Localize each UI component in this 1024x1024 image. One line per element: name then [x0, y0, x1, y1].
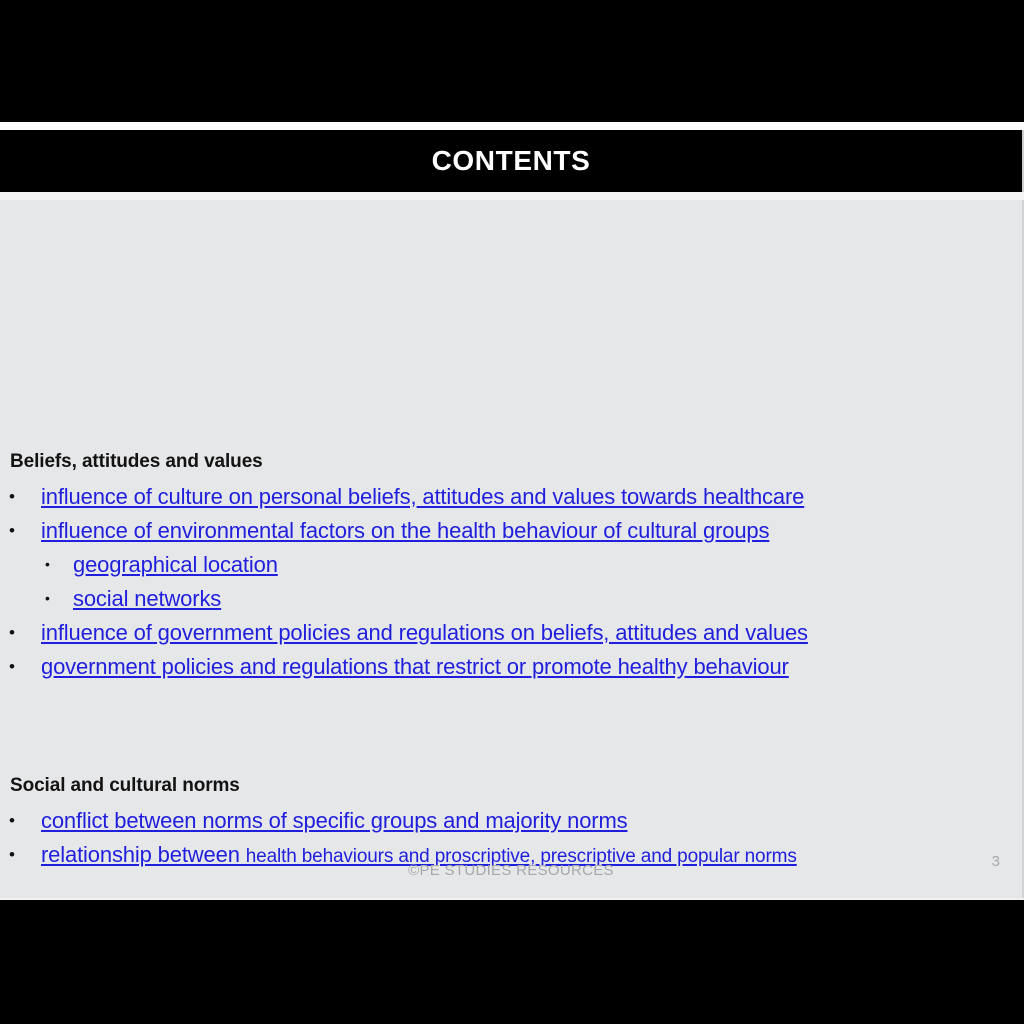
slide-title-bar [0, 130, 1024, 192]
bottom-gutter [0, 898, 1024, 900]
contents-link[interactable]: influence of culture on personal beliefs, attitudes and values towards healthcare [41, 483, 805, 509]
contents-link[interactable]: conflict between norms of specific groups and majority norms [41, 807, 628, 833]
page-number: 3 [991, 853, 1000, 870]
page-title: CONTENTS [431, 145, 591, 176]
bullet-icon: • [45, 589, 50, 606]
contents-link-lead: relationship between [41, 841, 246, 867]
list-item [0, 481, 1010, 515]
section-beliefs-attitudes-and-values [0, 450, 1010, 685]
title-body-divider [0, 192, 1024, 200]
bullet-icon: • [9, 486, 15, 506]
list-item [0, 651, 1010, 685]
list-item-sub [0, 583, 1010, 617]
list-item [0, 805, 1010, 839]
section-heading: Beliefs, attitudes and values [10, 451, 263, 472]
bullet-icon: • [9, 622, 15, 642]
top-gutter [0, 122, 1024, 130]
contents-link[interactable]: influence of environmental factors on the health behaviour of cultural groups [41, 517, 770, 543]
bullet-icon: • [9, 844, 15, 864]
bullet-icon: • [45, 555, 50, 572]
list-item [0, 515, 1010, 549]
contents-link[interactable]: geographical location [73, 551, 278, 577]
bullet-icon: • [9, 656, 15, 676]
bullet-icon: • [9, 810, 15, 830]
section-heading: Social and cultural norms [10, 775, 240, 796]
bullet-list [0, 481, 1010, 685]
slide-body [0, 200, 1024, 900]
contents-link[interactable]: government policies and regulations that restrict or promote healthy behaviour [41, 653, 789, 679]
list-item-sub [0, 549, 1010, 583]
contents-link[interactable]: social networks [73, 585, 222, 611]
contents-link-tail: health behaviours and proscriptive, prescriptive and popular norms [245, 845, 797, 867]
bullet-icon: • [9, 520, 15, 540]
list-item [0, 617, 1010, 651]
contents-link[interactable]: influence of government policies and regulations on beliefs, attitudes and values [41, 619, 808, 645]
section-social-and-cultural-norms [0, 774, 1010, 873]
presentation-slide [0, 122, 1024, 900]
copyright-credit: ©PE STUDIES RESOURCES [408, 862, 614, 879]
